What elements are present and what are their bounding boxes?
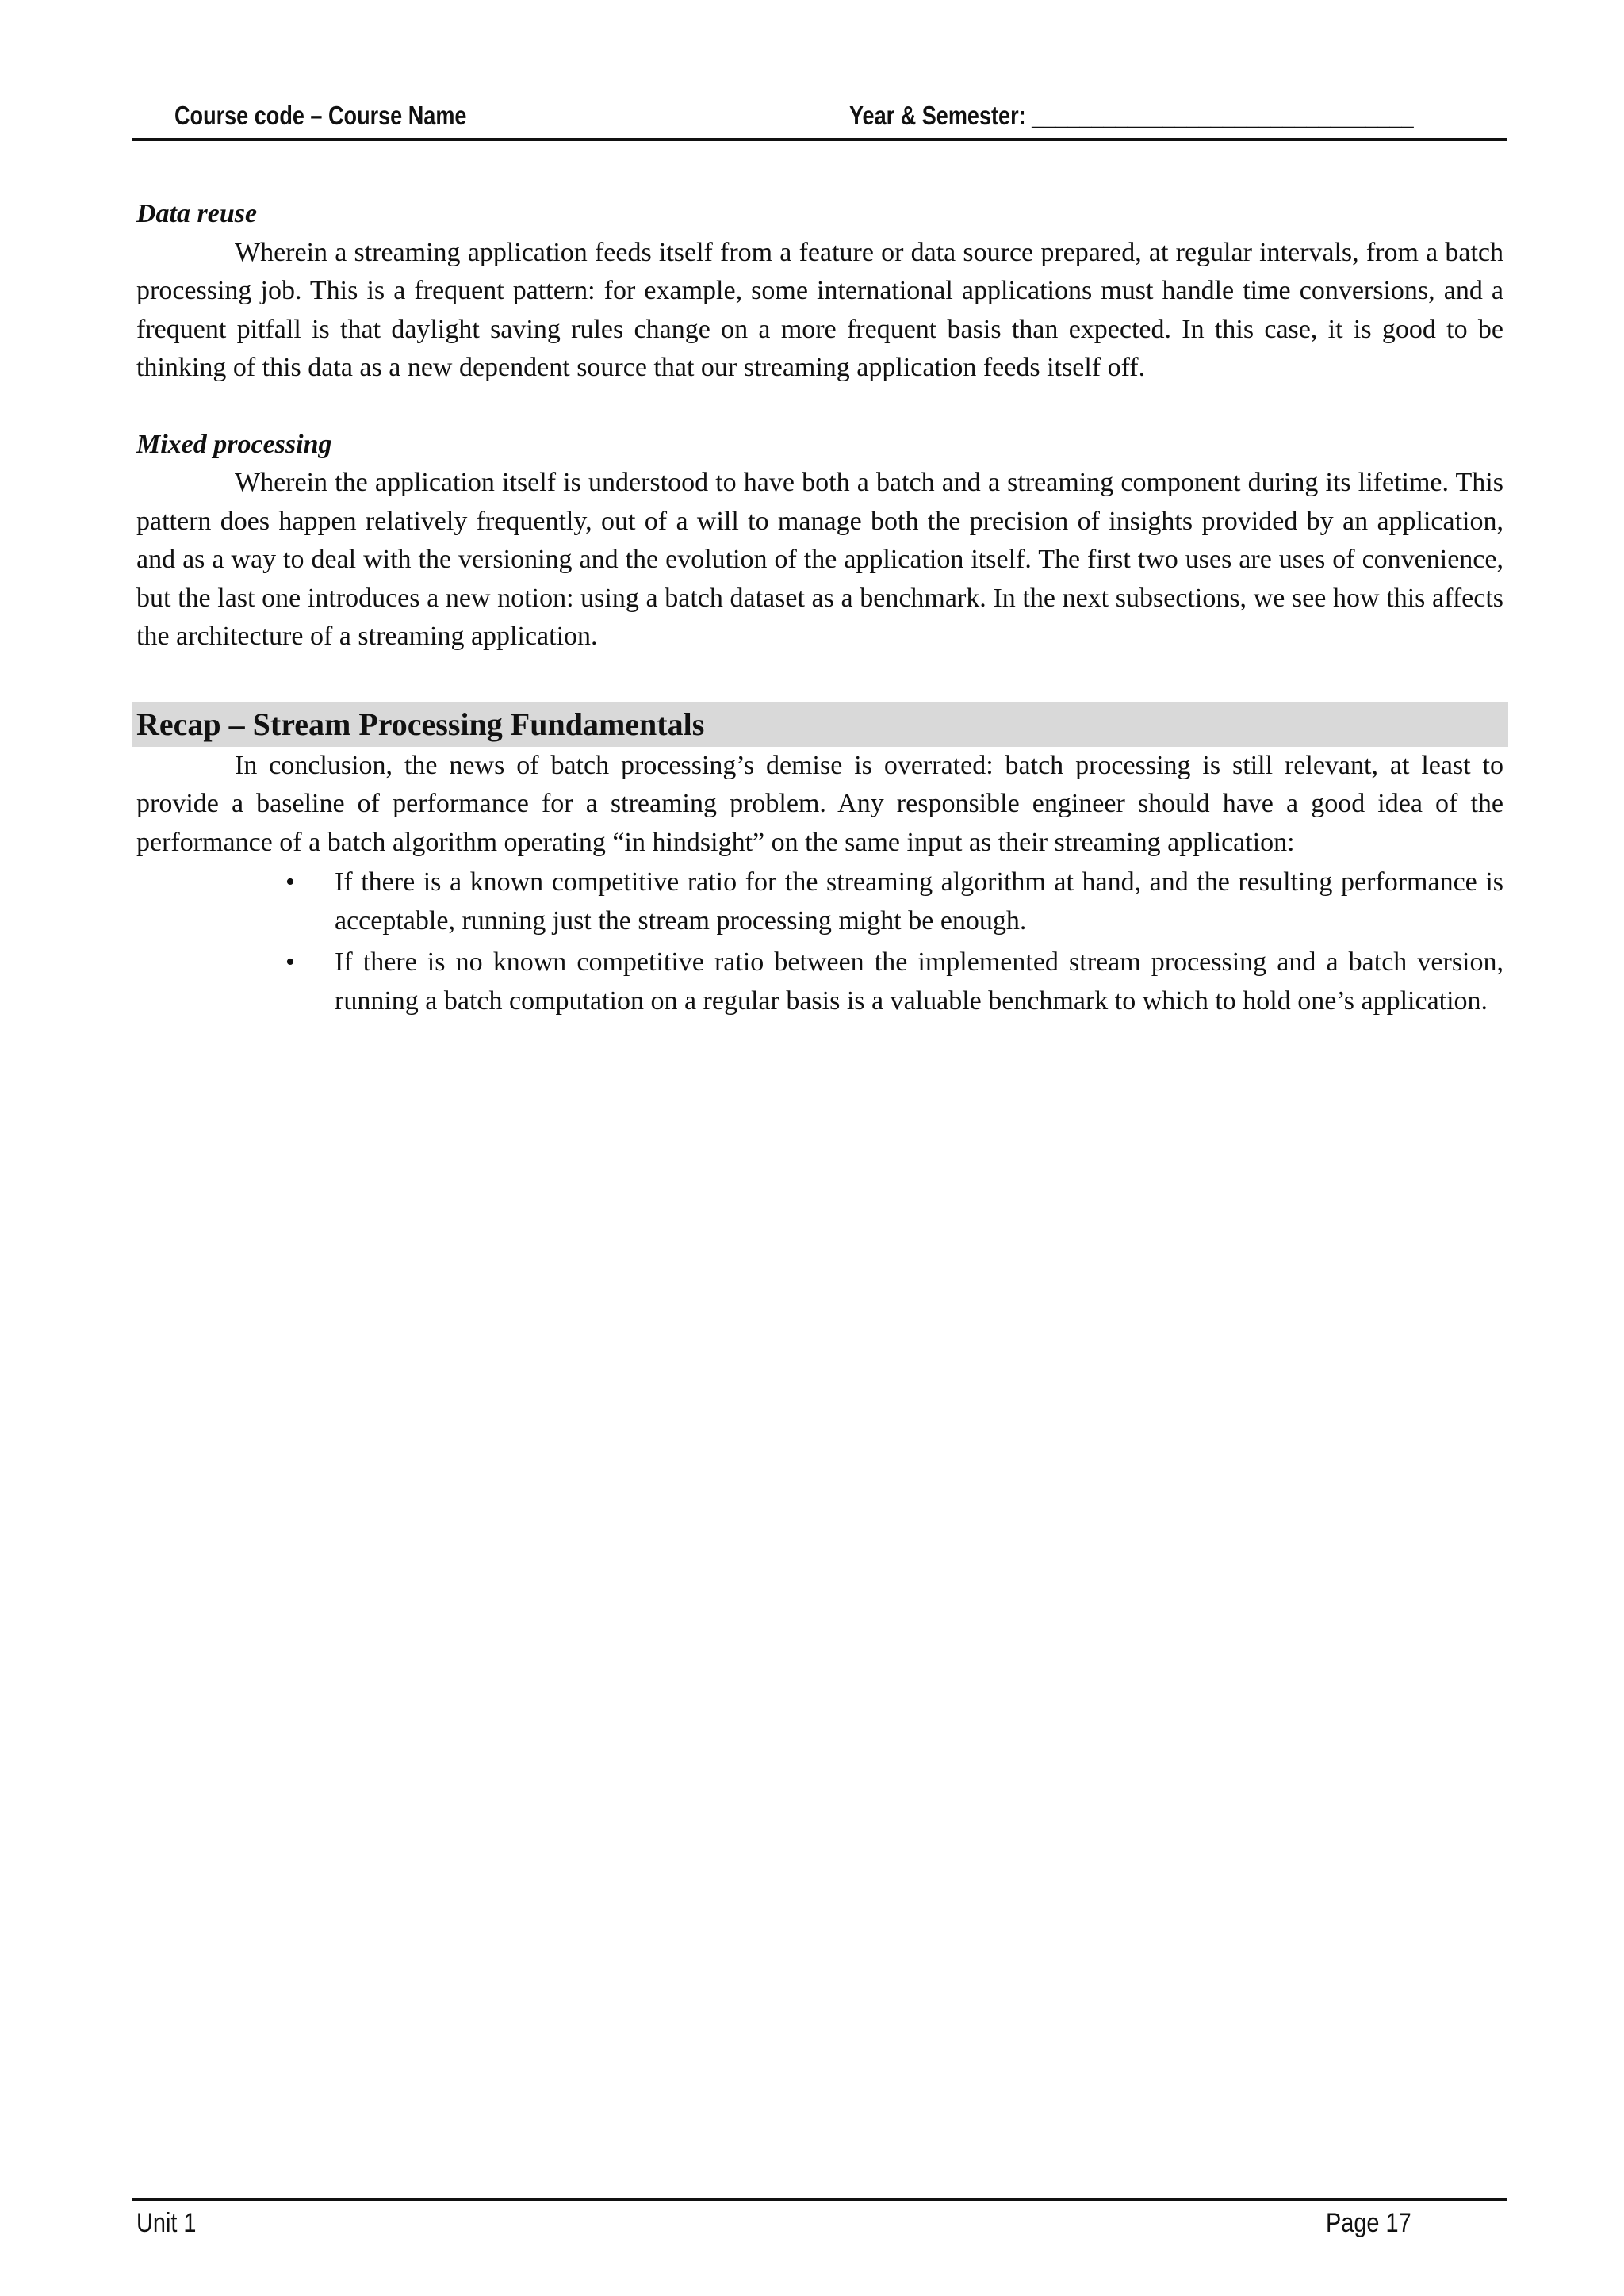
bullet-icon: • — [285, 867, 295, 897]
recap-bullet-list — [136, 863, 1503, 1020]
recap-section-heading: Recap – Stream Processing Fundamentals — [132, 702, 1508, 747]
page-footer — [132, 2198, 1507, 2238]
bullet-text: If there is no known competitive ratio between the implemented stream processing and a batch version, running a batch computation on a regular basis is a valuable benchmark to which to hold one’s application. — [335, 947, 1503, 1016]
mixed-processing-heading: Mixed processing — [136, 429, 332, 459]
list-item — [285, 863, 1503, 940]
page-header — [132, 94, 1507, 141]
recap-paragraph: In conclusion, the news of batch processing’s demise is overrated: batch processing is still relevant, at least to provide a baseline of performance for a streaming problem. Any responsible engineer should have a good idea of the performance of a batch algorithm operating “in hindsight” on the same input as their streaming application: — [136, 750, 1503, 857]
unit-label: Unit 1 — [136, 2208, 197, 2238]
data-reuse-paragraph: Wherein a streaming application feeds itself from a feature or data source prepared, at regular intervals, from a batch processing job. This is a frequent pattern: for example, some international applications must handle time conversions, and a frequent pitfall is that daylight saving rules change on a more frequent basis than expected. In this case, it is good to be thinking of this data as a new dependent source that our streaming application feeds itself off. — [136, 237, 1503, 382]
course-name: Course code – Course Name — [174, 101, 467, 130]
spacer — [136, 388, 1503, 426]
bullet-text: If there is a known competitive ratio for the streaming algorithm at hand, and the resulting performance is acceptable, running just the stream processing might be enough. — [335, 867, 1503, 936]
page-content — [136, 195, 1503, 1020]
list-item — [285, 943, 1503, 1020]
bullet-icon: • — [285, 947, 295, 977]
year-semester-label: Year & Semester: ________________________________ — [849, 101, 1414, 130]
mixed-processing-paragraph: Wherein the application itself is understood to have both a batch and a streaming component during its lifetime. This pattern does happen relatively frequently, out of a will to manage both the precision of insights provided by an application, and as a way to deal with the versioning and the evolution of the application itself. The first two uses are uses of convenience, but the last one introduces a new notion: using a batch dataset as a benchmark. In the next subsections, we see how this affects the architecture of a streaming application. — [136, 468, 1503, 651]
page-number: Page 17 — [1326, 2208, 1411, 2238]
spacer — [136, 656, 1503, 702]
data-reuse-heading: Data reuse — [136, 199, 258, 228]
